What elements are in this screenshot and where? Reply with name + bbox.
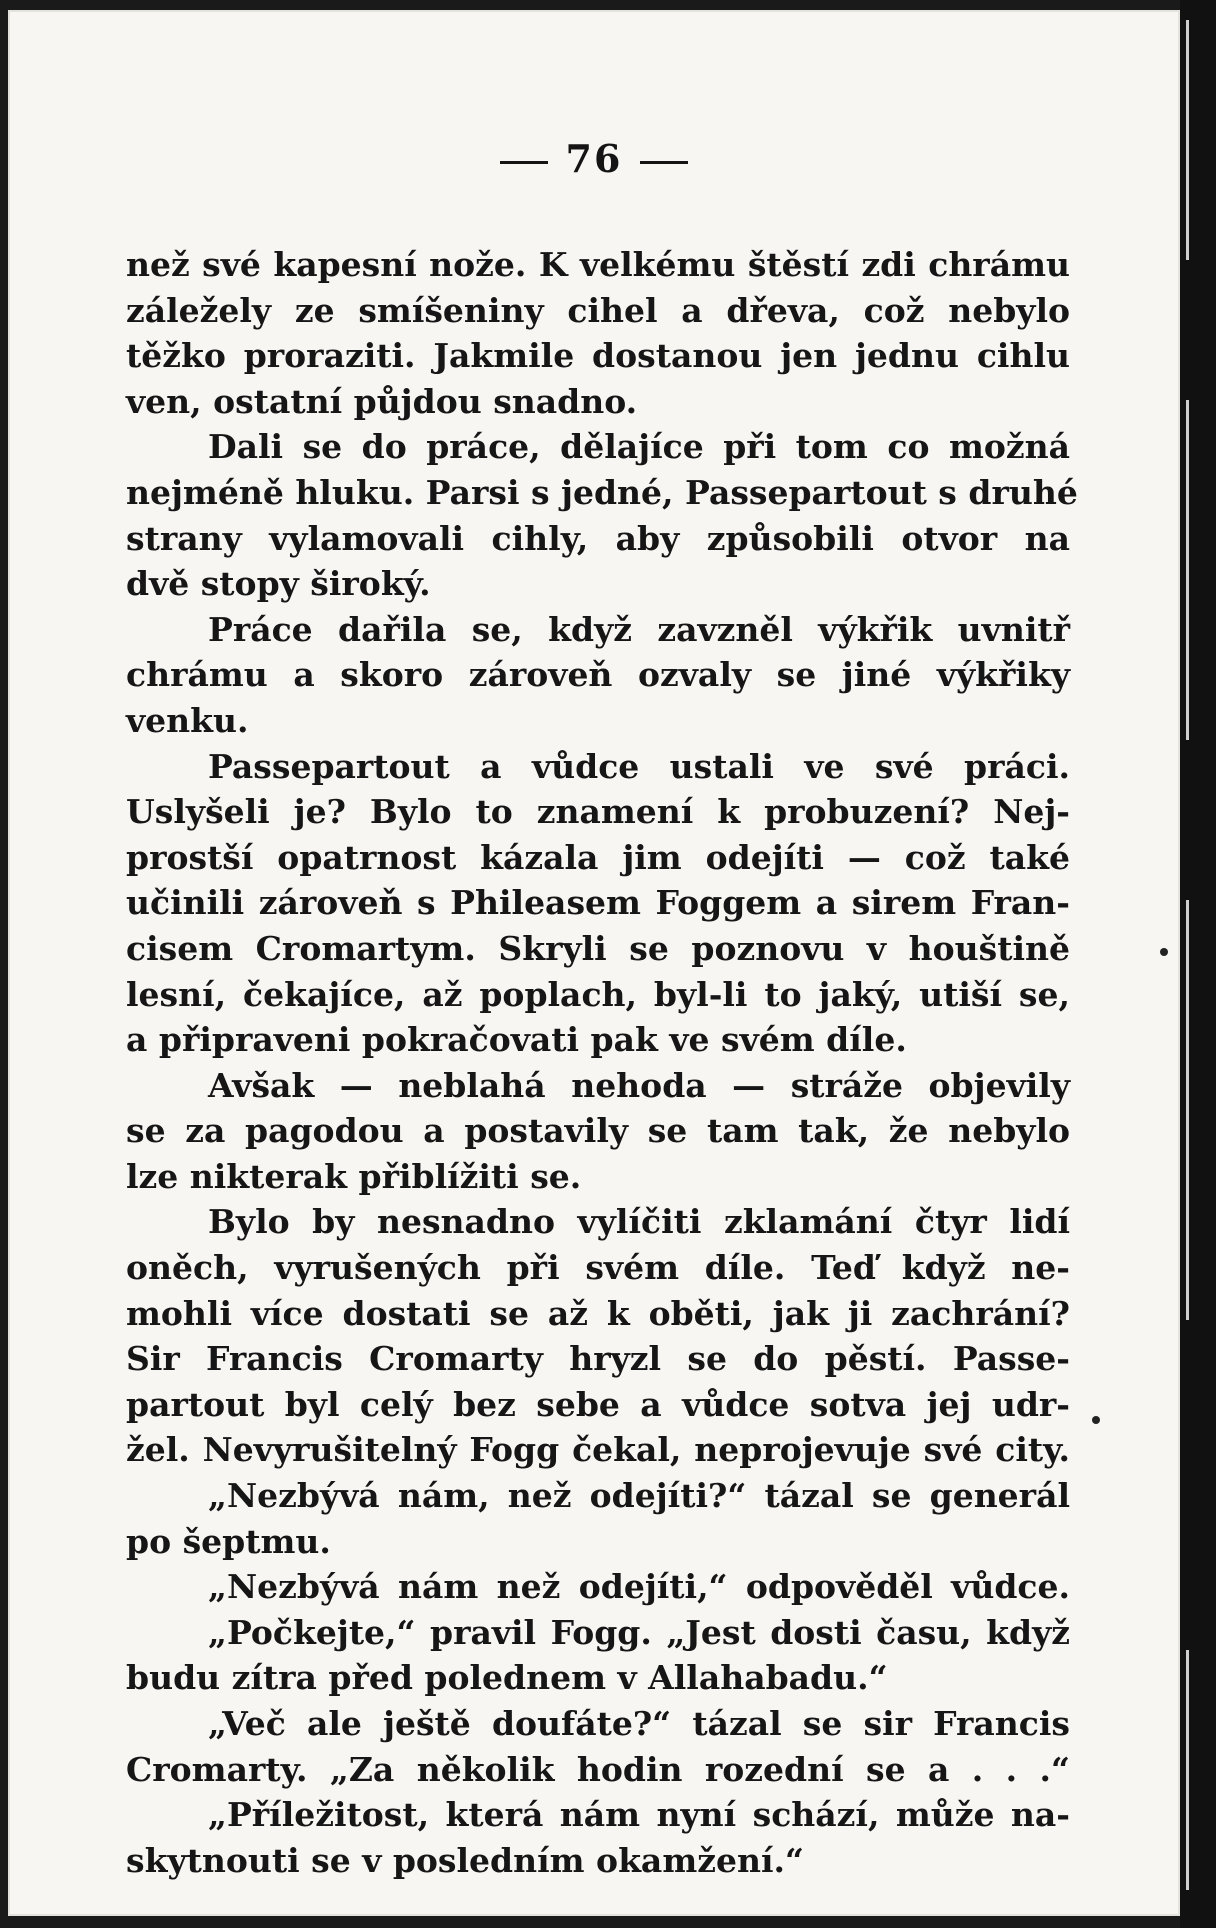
text-line: ven, ostatní půjdou snadno. xyxy=(126,381,638,421)
body-text xyxy=(126,242,1078,1883)
text-line: Dali se do práce, dělajíce při tom co možná xyxy=(208,427,1070,467)
text-line: lze nikterak přiblížiti se. xyxy=(126,1156,582,1196)
text-line: učinili zároveň s Phileasem Foggem a sirem Fran- xyxy=(126,883,1070,923)
ink-speck xyxy=(1092,1416,1100,1424)
scan-edge-line xyxy=(1186,900,1189,1320)
text-line: se za pagodou a postavily se tam tak, že nebylo xyxy=(126,1111,1070,1151)
text-line: Cromarty. „Za několik hodin rozední se a . . .“ xyxy=(126,1749,1070,1789)
text-line: „Več ale ještě doufáte?“ tázal se sir Francis xyxy=(208,1704,1070,1743)
text-line: „Nezbývá nám než odejíti,“ odpověděl vůdce. xyxy=(208,1567,1070,1607)
text-line: skytnouti se v posledním okamžení.“ xyxy=(126,1840,804,1880)
page-number-value: 76 xyxy=(565,136,623,181)
text-line: budu zítra před polednem v Allahabadu.“ xyxy=(126,1658,888,1698)
text-line: po šeptmu. xyxy=(126,1521,331,1561)
book-page xyxy=(8,10,1180,1916)
text-line: a připraveni pokračovati pak ve svém díle. xyxy=(126,1020,907,1060)
text-line: venku. xyxy=(126,700,249,740)
text-line: Uslyšeli je? Bylo to znamení k probuzení? Nej- xyxy=(126,792,1070,832)
text-line: prostší opatrnost kázala jim odejíti — což také xyxy=(126,837,1070,877)
text-line: „Počkejte,“ pravil Fogg. „Jest dosti času, když xyxy=(208,1612,1070,1652)
text-line: „Příležitost, která nám nyní schází, může na- xyxy=(208,1795,1070,1835)
text-line: dvě stopy široký. xyxy=(126,564,431,604)
scan-edge-line xyxy=(1186,20,1189,260)
text-line: lesní, čekajíce, až poplach, byl-li to jaký, utiší se, xyxy=(126,974,1070,1014)
ink-speck xyxy=(1160,948,1168,956)
text-line: chrámu a skoro zároveň ozvaly se jiné výkřiky xyxy=(126,655,1070,695)
text-line: partout byl celý bez sebe a vůdce sotva jej udr- xyxy=(126,1384,1070,1424)
text-line: Passepartout a vůdce ustali ve své práci. xyxy=(208,746,1070,786)
page-number xyxy=(8,136,1180,181)
text-line: „Nezbývá nám, než odejíti?“ tázal se generál xyxy=(208,1476,1070,1516)
text-line: Bylo by nesnadno vylíčiti zklamání čtyr lidí xyxy=(208,1202,1070,1242)
text-line: strany vylamovali cihly, aby způsobili otvor na xyxy=(126,518,1070,558)
page-number-dash-left xyxy=(500,161,548,164)
scan-edge-line xyxy=(1186,1650,1189,1890)
text-line: nejméně hluku. Parsi s jedné, Passepartout s druhé xyxy=(126,472,1078,512)
text-line: Avšak — neblahá nehoda — stráže objevily xyxy=(208,1065,1070,1105)
text-line: cisem Cromartym. Skryli se poznovu v houštině xyxy=(126,928,1070,968)
text-line: Práce dařila se, když zavzněl výkřik uvnitř xyxy=(208,609,1070,649)
scan-edge-line xyxy=(1186,400,1189,740)
text-line: oněch, vyrušených při svém díle. Teď když ne- xyxy=(126,1248,1070,1288)
text-line: těžko proraziti. Jakmile dostanou jen jednu cihlu xyxy=(126,336,1070,376)
page-number-dash-right xyxy=(640,161,688,164)
text-line: záležely ze smíšeniny cihel a dřeva, což nebylo xyxy=(126,290,1070,330)
text-line: Sir Francis Cromarty hryzl se do pěstí. Passe- xyxy=(126,1339,1070,1379)
text-line: žel. Nevyrušitelný Fogg čekal, neprojevuje své city. xyxy=(126,1430,1070,1470)
text-line: mohli více dostati se až k oběti, jak ji zachrání? xyxy=(126,1293,1070,1333)
text-line: než své kapesní nože. K velkému štěstí zdi chrámu xyxy=(126,245,1070,284)
